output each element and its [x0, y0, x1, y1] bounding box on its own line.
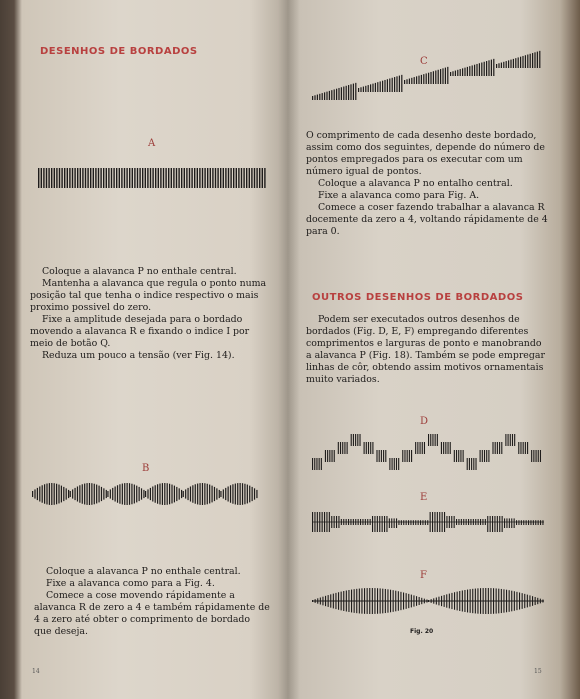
left-page-number: 14 — [32, 668, 40, 675]
text-line: Coloque a alavanca P no enthale central. — [42, 266, 237, 277]
figure-a-pattern — [38, 166, 268, 190]
figure-d-pattern — [312, 428, 544, 478]
text-line: Comece a cose movendo rápidamente a alavanca R de zero a 4 e também rápidamente de 4 a zero até obter o comprimento de bordado que deseja. — [34, 590, 270, 637]
text-line: Podem ser executados outros desenhos de bordados (Fig. D, E, F) empregando diferentes comprimentos e larguras de ponto e manobrando a alavanca P (Fig. 18). Também se pode empregar linhas de côr, obtendo assim motivos ornamentais muito variados. — [306, 314, 545, 385]
text-line: Fixe a amplitude desejada para o bordado movendo a alavanca R e fixando o indice I por meio de botão Q. — [30, 314, 250, 349]
text-line: Coloque a alavanca P no entalho central. — [318, 178, 513, 189]
left-instructions-2 — [34, 566, 270, 638]
figure-caption: Fig. 20 — [410, 628, 434, 635]
right-page-number: 15 — [534, 668, 542, 675]
text-line: Fixe a alavanca como para a Fig. 4. — [46, 578, 215, 589]
figure-b-label: B — [142, 463, 150, 474]
text-line: O comprimento de cada desenho deste bordado, assim como dos seguintes, depende do número de pontos empregados para os executar com um número igual de pontos. — [306, 130, 545, 177]
figure-d-label: D — [420, 416, 429, 427]
text-line: Coloque a alavanca P no enthale central. — [46, 566, 241, 577]
text-line: Reduza um pouco a tensão (ver Fig. 14). — [42, 350, 235, 361]
figure-f-pattern — [312, 586, 544, 616]
figure-a-label: A — [148, 138, 156, 149]
figure-f-label: F — [420, 570, 427, 581]
text-line: Mantenha a alavanca que regula o ponto numa posição tal que tenha o indice respectivo o mais proximo possivel do zero. — [30, 278, 267, 313]
figure-c-label: C — [420, 56, 428, 67]
left-instructions-1 — [30, 266, 270, 362]
right-page — [290, 0, 560, 699]
left-page-heading: DESENHOS DE BORDADOS — [40, 46, 198, 57]
right-instructions-1 — [306, 130, 550, 238]
right-instructions-2 — [306, 314, 550, 386]
figure-e-pattern — [312, 512, 544, 546]
left-page — [18, 0, 280, 699]
figure-b-pattern — [32, 482, 258, 506]
figure-e-label: E — [420, 492, 428, 503]
text-line: Comece a coser fazendo trabalhar a alavanca R docemente da zero a 4, voltando rápidamente de 4 para 0. — [306, 202, 548, 237]
right-page-heading: OUTROS DESENHOS DE BORDADOS — [312, 292, 524, 303]
text-line: Fixe a alavanca como para Fig. A. — [318, 190, 480, 201]
figure-c-pattern — [312, 48, 542, 104]
